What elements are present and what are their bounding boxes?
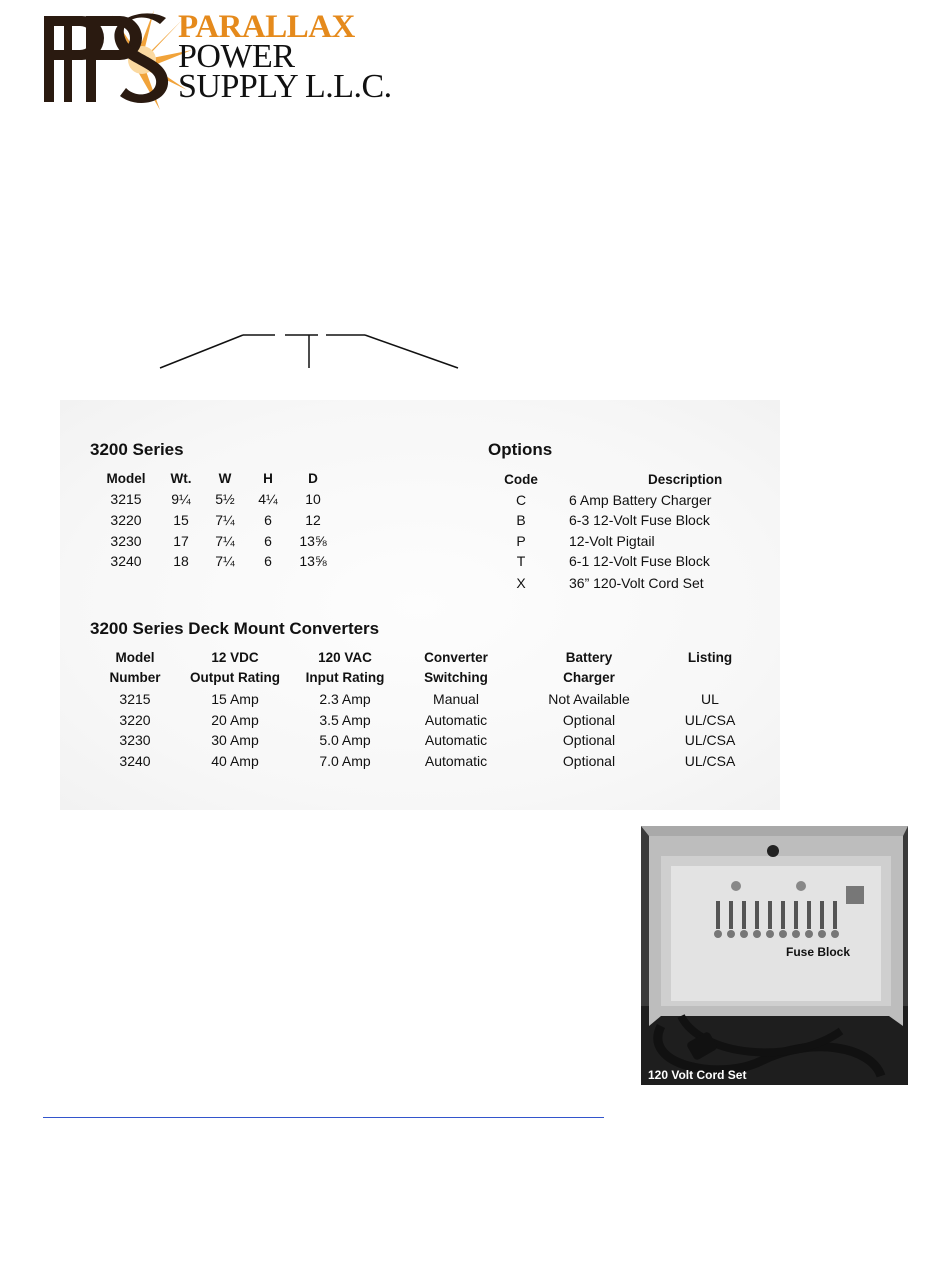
options-table-title: Options [488,440,553,459]
options-header-code: Code [504,472,538,487]
cord-set-label: 120 Volt Cord Set [648,1068,747,1082]
deck-cell: 3240 [119,753,151,769]
deck-header-vdc: 12 VDC [211,650,259,665]
deck-cell: 15 Amp [211,691,259,707]
options-header-description: Description [648,472,723,487]
series-cell: 9¼ [171,491,191,507]
series-cell: 7¼ [215,512,235,528]
series-cell: 13⅝ [299,553,327,569]
series-cell: 4¼ [258,491,278,507]
deck-cell: 3215 [119,691,151,707]
options-code: B [516,512,526,528]
series-cell: 10 [305,491,321,507]
footer-divider [43,1117,604,1118]
deck-cell: UL/CSA [684,712,736,728]
converter-unit-illustration-icon [641,826,908,1085]
series-header-weight: Wt. [170,471,192,486]
deck-cell: Optional [562,753,616,769]
series-cell: 6 [264,553,272,569]
model-number-connector-lines [150,325,470,375]
series-cell: 7¼ [215,533,235,549]
logo-line-parallax: PARALLAX [178,9,355,45]
series-cell: 5½ [215,491,235,507]
pps-logo-mark-icon [42,10,192,110]
converter-product-photo [641,826,908,1085]
logo-wordmark [178,9,392,105]
deck-header-charger: Charger [563,670,615,685]
options-description: 36” 120-Volt Cord Set [569,575,704,591]
series-header-height: H [263,471,273,486]
deck-cell: 7.0 Amp [319,753,371,769]
deck-cell: 20 Amp [211,712,259,728]
series-header-depth: D [308,471,318,486]
deck-cell: 3220 [119,712,151,728]
options-description: 12-Volt Pigtail [569,533,655,549]
series-header-model: Model [106,471,146,486]
deck-cell: UL [701,691,719,707]
deck-table-title: 3200 Series Deck Mount Converters [90,619,380,638]
deck-cell: 5.0 Amp [319,732,371,748]
options-code: X [516,575,526,591]
deck-cell: Manual [433,691,479,707]
deck-cell: 3230 [119,732,151,748]
logo-line-power: POWER [178,38,295,75]
series-cell: 6 [264,533,272,549]
series-cell: 15 [173,512,189,528]
series-cell: 13⅝ [299,533,327,549]
series-cell: 3240 [110,553,142,569]
fuse-block-label: Fuse Block [786,945,851,959]
deck-cell: 3.5 Amp [319,712,371,728]
series-cell: 7¼ [215,553,235,569]
deck-cell: Automatic [424,712,488,728]
deck-cell: Not Available [548,691,630,707]
options-code: C [515,492,527,508]
series-cell: 12 [305,512,321,528]
series-cell: 17 [173,533,189,549]
deck-cell: Automatic [424,732,488,748]
deck-cell: 30 Amp [211,732,259,748]
logo-line-supply: SUPPLY L.L.C. [178,68,392,105]
deck-cell: Optional [562,732,616,748]
options-description: 6-3 12-Volt Fuse Block [569,512,710,528]
deck-cell: Optional [562,712,616,728]
deck-header-model: Model [115,650,155,665]
series-table-title: 3200 Series [90,440,184,459]
deck-header-input-rating: Input Rating [305,670,385,685]
deck-header-listing: Listing [687,650,733,665]
company-logo [42,10,402,110]
deck-cell: UL/CSA [684,732,736,748]
deck-header-switching: Switching [424,670,488,685]
options-description: 6 Amp Battery Charger [569,492,712,508]
deck-header-vac: 120 VAC [318,650,372,665]
series-cell: 18 [173,553,189,569]
series-cell: 6 [264,512,272,528]
deck-cell: UL/CSA [684,753,736,769]
series-cell: 3230 [110,533,142,549]
deck-header-output-rating: Output Rating [190,670,280,685]
options-description: 6-1 12-Volt Fuse Block [569,553,710,569]
series-header-width: W [218,471,232,486]
deck-header-number: Number [109,670,161,685]
deck-header-battery: Battery [565,650,613,665]
spec-sheet-background [60,400,780,810]
deck-cell: 40 Amp [211,753,259,769]
options-code: T [516,553,526,569]
deck-header-converter: Converter [424,650,488,665]
options-code: P [516,533,526,549]
series-cell: 3215 [110,491,142,507]
deck-cell: Automatic [424,753,488,769]
deck-cell: 2.3 Amp [319,691,371,707]
series-cell: 3220 [110,512,142,528]
